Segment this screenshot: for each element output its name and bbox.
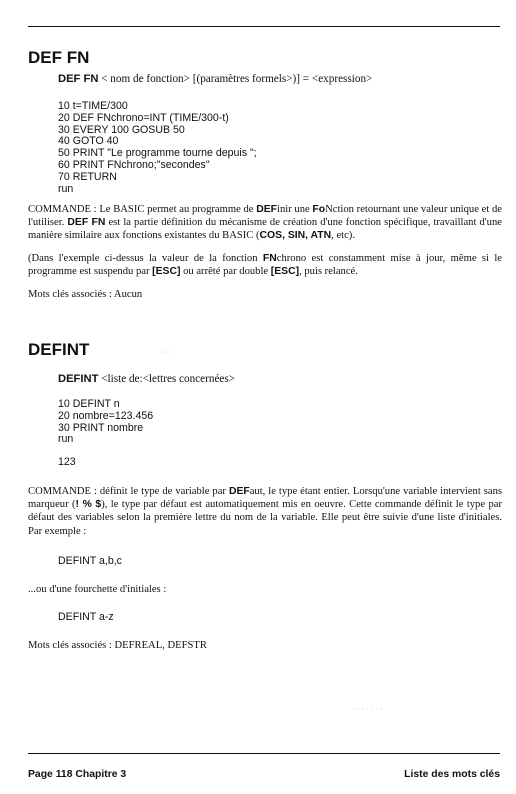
code-line: 10 DEFINT n xyxy=(58,398,120,410)
code-line: 40 GOTO 40 xyxy=(58,135,119,148)
syntax-rest: <liste de:<lettres concernées> xyxy=(101,373,236,385)
syntax-keyword: DEFINT xyxy=(58,373,99,385)
footer-page-number: Page 118 Chapitre 3 xyxy=(28,769,127,780)
code-line: 50 PRINT "Le programme tourne depuis "; xyxy=(58,147,257,160)
code-line: 20 nombre=123.456 xyxy=(58,409,154,422)
defint-code-listing xyxy=(58,399,153,446)
code-line: 30 PRINT nombre xyxy=(58,421,144,434)
def-fn-note: (Dans l'exemple ci-dessus la valeur de la fonction FNchrono est constamment mise à jour, même si le programme est suspendu par [ESC] ou arrêté par double [ESC], puis relancé. xyxy=(28,253,502,278)
defint-syntax xyxy=(58,372,235,386)
code-line: 70 RETURN xyxy=(58,170,117,183)
def-fn-related-keywords: Mots clés associés : Aucun xyxy=(28,289,143,300)
code-line: run xyxy=(58,433,74,446)
defint-example-range: DEFINT a-z xyxy=(58,611,114,623)
code-line: run xyxy=(58,182,74,195)
code-line: 10 t=TIME/300 xyxy=(58,100,128,112)
code-line: 60 PRINT FNchrono;"secondes" xyxy=(58,158,210,171)
defint-range-intro: ...ou d'une fourchette d'initiales : xyxy=(28,584,167,595)
scan-artifact: ··· xyxy=(163,348,171,357)
def-fn-description: COMMANDE : Le BASIC permet au programme de DEFinir une FoNction retournant une valeur unique et de l'utiliser. DEF FN est la partie définition du mécanisme de création d'une fonction spécifique, travaillant d'une manière similaire aux fonctions existantes du BASIC (COS, SIN, ATN, etc). xyxy=(28,204,502,242)
top-rule xyxy=(28,26,500,27)
section-title-def-fn: DEF FN xyxy=(28,48,90,67)
section-title-defint: DEFINT xyxy=(28,340,90,359)
code-line: 30 EVERY 100 GOSUB 50 xyxy=(58,123,185,136)
defint-output: 123 xyxy=(58,456,76,468)
bottom-rule xyxy=(28,753,500,754)
syntax-rest: < nom de fonction> [(paramètres formels>)] = <expression> xyxy=(101,73,373,85)
scan-artifact: · · · · · · · xyxy=(352,705,383,714)
code-line: 20 DEF FNchrono=INT (TIME/300-t) xyxy=(58,111,229,124)
defint-description: COMMANDE : définit le type de variable par DEFaut, le type étant entier. Lorsqu'une variable intervient sans marqueur (! % $), le type par défaut est automatiquement mis en oeuvre. Cette commande définit le type par défaut des variables selon la première lettre du nom de la variable. Elle peut être suivie d'une liste d'initiales. Par exemple : xyxy=(28,486,502,537)
syntax-keyword: DEF FN xyxy=(58,73,99,85)
def-fn-code-listing xyxy=(58,101,257,195)
def-fn-syntax xyxy=(58,72,372,86)
defint-example-list: DEFINT a,b,c xyxy=(58,555,122,567)
defint-related-keywords: Mots clés associés : DEFREAL, DEFSTR xyxy=(28,640,207,651)
footer-section-name: Liste des mots clés xyxy=(404,769,500,780)
